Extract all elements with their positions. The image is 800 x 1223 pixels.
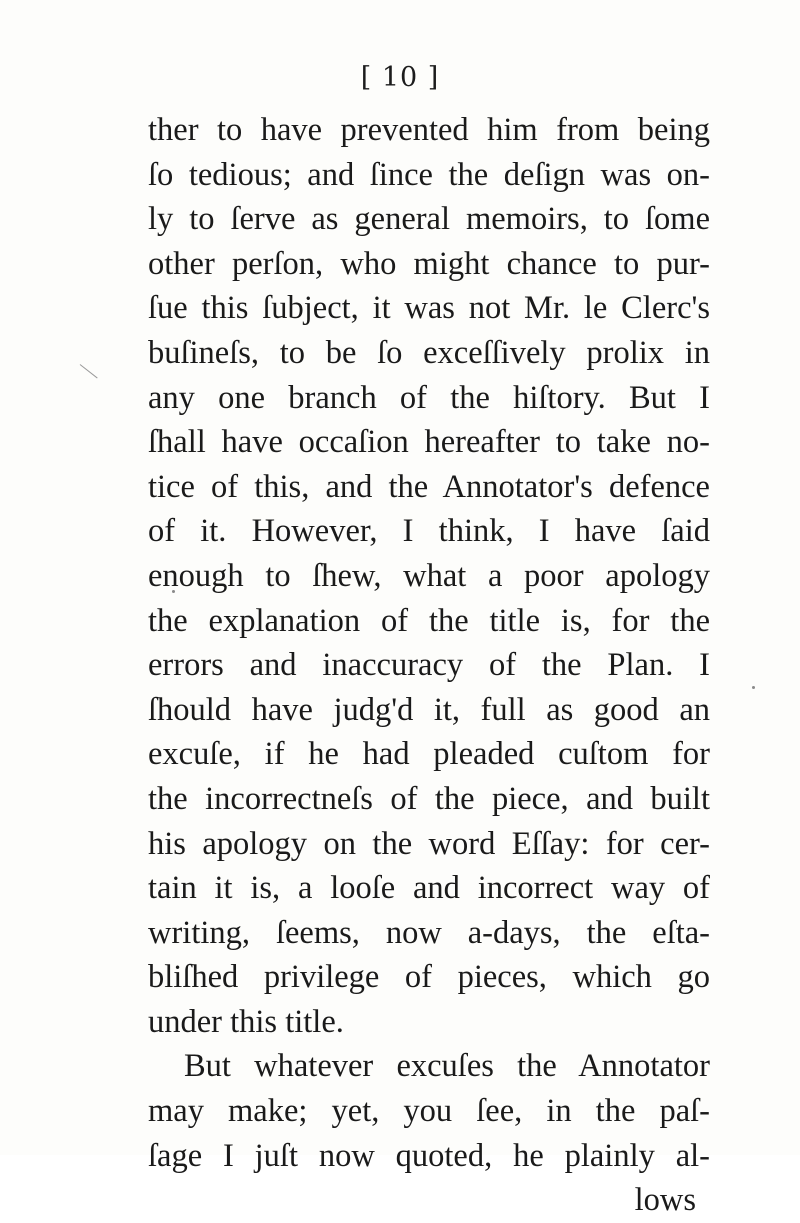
text-line: bliſhed privilege of pieces, which go <box>148 959 710 996</box>
text-line: his apology on the word Eſſay: for cer- <box>148 825 710 862</box>
text-line: buſineſs, to be ſo exceſſively prolix in <box>148 334 710 371</box>
text-line: the incorrectneſs of the piece, and built <box>148 780 710 817</box>
text-line: writing, ſeems, now a-days, the eſta- <box>148 914 710 951</box>
text-line: may make; yet, you ſee, in the paſ- <box>148 1093 710 1130</box>
text-line: any one branch of the hiſtory. But I <box>148 379 710 416</box>
text-line: ſhall have occaſion hereafter to take no- <box>148 424 710 461</box>
page-number: [ 10 ] <box>360 62 440 93</box>
text-line: ly to ſerve as general memoirs, to ſome <box>148 201 710 238</box>
text-line: under this title. <box>148 1003 344 1040</box>
text-line: excuſe, if he had pleaded cuſtom for <box>148 736 710 773</box>
text-line: errors and inaccuracy of the Plan. I <box>148 647 710 684</box>
body-text <box>148 108 710 1223</box>
text-line: ſhould have judg'd it, full as good an <box>148 691 710 728</box>
text-line: tain it is, a looſe and incorrect way of <box>148 870 710 907</box>
text-line: tice of this, and the Annotator's defence <box>148 468 710 505</box>
text-line: of it. However, I think, I have ſaid <box>148 513 710 550</box>
text-line: ſo tedious; and ſince the deſign was on- <box>148 156 710 193</box>
text-line: enough to ſhew, what a poor apology <box>148 557 710 594</box>
catchword: lows <box>634 1182 696 1219</box>
text-line: ſue this ſubject, it was not Mr. le Clerc's <box>148 290 710 327</box>
margin-mark <box>80 364 98 378</box>
text-line: other perſon, who might chance to pur- <box>148 245 710 282</box>
text-line: ſage I juſt now quoted, he plainly al- <box>148 1137 710 1174</box>
text-line: ther to have prevented him from being <box>148 112 710 148</box>
text-line: But whatever excuſes the Annotator <box>184 1048 710 1085</box>
ink-speck <box>752 686 755 689</box>
text-line: the explanation of the title is, for the <box>148 602 710 639</box>
